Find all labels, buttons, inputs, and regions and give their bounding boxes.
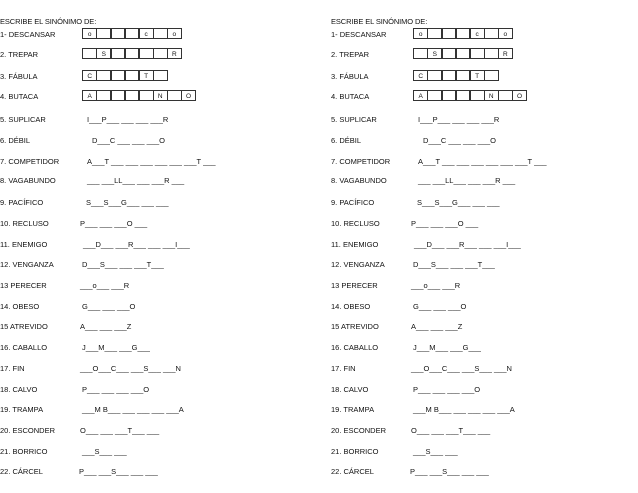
letter-box[interactable] [484, 48, 499, 59]
letter-box[interactable] [96, 90, 111, 101]
item-word: 7. COMPETIDOR [0, 157, 60, 166]
answer-blank[interactable]: P___ ___ ___ ___O [82, 385, 150, 394]
item-word: 6. DÉBIL [0, 136, 31, 145]
answer-blank[interactable]: D___C ___ ___ ___O [92, 136, 165, 145]
item-word: 1- DESCANSAR [331, 30, 387, 39]
item-word: 4. BUTACA [331, 92, 370, 101]
letter-box[interactable] [111, 28, 126, 39]
exercise-item [331, 113, 631, 127]
exercise-item [331, 155, 631, 169]
answer-blank[interactable]: G___ ___ ___O [82, 302, 136, 311]
item-word: 21. BORRICO [331, 447, 379, 456]
exercise-item [0, 403, 300, 417]
exercise-item [0, 279, 300, 293]
letter-box[interactable]: o [167, 28, 182, 39]
letter-box[interactable] [153, 70, 168, 81]
exercise-item [331, 196, 631, 210]
item-word: 19. TRAMPA [331, 405, 375, 414]
exercise-item [0, 362, 300, 376]
exercise-item [331, 258, 631, 272]
letter-box-grid [414, 90, 527, 101]
letter-box[interactable]: o [498, 28, 513, 39]
answer-blank[interactable]: ___M B___ ___ ___ ___ ___A [413, 405, 515, 414]
letter-box[interactable]: R [167, 48, 182, 59]
answer-blank[interactable]: S___S___G___ ___ ___ [417, 198, 500, 207]
item-word: 13 PERECER [331, 281, 378, 290]
answer-blank[interactable]: I___P___ ___ ___ ___R [418, 115, 500, 124]
exercise-item [0, 155, 300, 169]
answer-blank[interactable]: ___S___ ___ [413, 447, 458, 456]
letter-box[interactable] [442, 48, 457, 59]
letter-box[interactable]: S [427, 48, 442, 59]
item-word: 19. TRAMPA [0, 405, 44, 414]
item-word: 16. CABALLO [0, 343, 48, 352]
item-word: 9. PACÍFICO [331, 198, 375, 207]
letter-box-grid [414, 28, 513, 39]
item-word: 12. VENGANZA [0, 260, 54, 269]
item-word: 17. FIN [0, 364, 25, 373]
item-word: 8. VAGABUNDO [331, 176, 387, 185]
letter-box[interactable] [111, 90, 126, 101]
item-word: 15 ATREVIDO [331, 322, 379, 331]
exercise-item [331, 48, 631, 62]
letter-box[interactable]: o [82, 28, 97, 39]
exercise-item [0, 196, 300, 210]
item-word: 15 ATREVIDO [0, 322, 48, 331]
letter-box[interactable] [125, 28, 140, 39]
exercise-item [331, 465, 631, 479]
item-word: 18. CALVO [0, 385, 38, 394]
exercise-item [331, 362, 631, 376]
letter-box[interactable]: A [82, 90, 97, 101]
letter-box[interactable] [484, 28, 499, 39]
item-word: 18. CALVO [331, 385, 369, 394]
item-word: 16. CABALLO [331, 343, 379, 352]
answer-blank[interactable]: ___o___ ___R [411, 281, 461, 290]
answer-blank[interactable]: P___ ___S___ ___ ___ [79, 467, 158, 476]
letter-box[interactable] [498, 90, 513, 101]
exercise-item [0, 445, 300, 459]
letter-box[interactable] [125, 90, 140, 101]
letter-box[interactable] [427, 70, 442, 81]
item-word: 17. FIN [331, 364, 356, 373]
letter-box[interactable] [427, 28, 442, 39]
answer-blank[interactable]: J___M___ ___G___ [413, 343, 481, 352]
exercise-item [0, 383, 300, 397]
item-word: 11. ENEMIGO [331, 240, 379, 249]
letter-box[interactable]: R [498, 48, 513, 59]
exercise-item [0, 134, 300, 148]
letter-box[interactable] [125, 70, 140, 81]
letter-box[interactable] [96, 28, 111, 39]
letter-box[interactable]: o [413, 28, 428, 39]
letter-box[interactable] [167, 90, 182, 101]
answer-blank[interactable]: O___ ___ ___T___ ___ [411, 426, 491, 435]
item-word: 11. ENEMIGO [0, 240, 48, 249]
letter-box[interactable]: O [512, 90, 527, 101]
worksheet-title: ESCRIBE EL SINÓNIMO DE: [0, 17, 97, 26]
answer-blank[interactable]: ___o___ ___R [80, 281, 130, 290]
exercise-item [331, 300, 631, 314]
exercise-item [0, 217, 300, 231]
exercise-item [0, 238, 300, 252]
answer-blank[interactable]: A___ ___ ___Z [80, 322, 132, 331]
answer-blank[interactable]: P___ ___ ___O ___ [80, 219, 148, 228]
exercise-item [0, 465, 300, 479]
answer-blank[interactable]: ___D___ ___R___ ___ ___I___ [83, 240, 190, 249]
letter-box-grid [414, 48, 513, 59]
item-word: 21. BORRICO [0, 447, 48, 456]
letter-box[interactable] [82, 48, 97, 59]
answer-blank[interactable]: ___ ___LL___ ___ ___R ___ [418, 176, 516, 185]
exercise-item [331, 28, 631, 42]
letter-box[interactable] [470, 48, 485, 59]
exercise-item [331, 238, 631, 252]
item-word: 2. TREPAR [0, 50, 39, 59]
answer-blank[interactable]: P___ ___S___ ___ ___ [410, 467, 489, 476]
answer-blank[interactable]: D___C ___ ___ ___O [423, 136, 496, 145]
answer-blank[interactable]: S___S___G___ ___ ___ [86, 198, 169, 207]
letter-box[interactable]: O [181, 90, 196, 101]
exercise-item [0, 424, 300, 438]
item-word: 20. ESCONDER [0, 426, 56, 435]
answer-blank[interactable]: P___ ___ ___ ___O [413, 385, 481, 394]
exercise-item [331, 424, 631, 438]
letter-box[interactable] [427, 90, 442, 101]
item-word: 22. CÁRCEL [0, 467, 43, 476]
exercise-item [0, 341, 300, 355]
exercise-item [331, 383, 631, 397]
letter-box[interactable] [442, 28, 457, 39]
item-word: 13 PERECER [0, 281, 47, 290]
exercise-item [0, 28, 300, 42]
item-word: 1- DESCANSAR [0, 30, 56, 39]
exercise-item [0, 258, 300, 272]
item-word: 4. BUTACA [0, 92, 39, 101]
letter-box[interactable]: N [153, 90, 168, 101]
exercise-item [331, 90, 631, 104]
answer-blank[interactable]: ___O___C___ ___S___ ___N [80, 364, 181, 373]
answer-blank[interactable]: G___ ___ ___O [413, 302, 467, 311]
letter-box[interactable] [139, 48, 154, 59]
letter-box[interactable] [139, 90, 154, 101]
letter-box[interactable] [456, 28, 471, 39]
letter-box[interactable]: C [413, 70, 428, 81]
letter-box-grid [83, 28, 182, 39]
item-word: 12. VENGANZA [331, 260, 385, 269]
exercise-item [331, 134, 631, 148]
letter-box[interactable] [111, 48, 126, 59]
letter-box-grid [83, 70, 168, 81]
letter-box[interactable] [153, 28, 168, 39]
letter-box[interactable]: T [470, 70, 485, 81]
answer-blank[interactable]: O___ ___ ___T___ ___ [80, 426, 160, 435]
answer-blank[interactable]: A___T ___ ___ ___ ___ ___ ___T ___ [418, 157, 547, 166]
answer-blank[interactable]: ___D___ ___R___ ___ ___I___ [414, 240, 521, 249]
letter-box[interactable]: C [82, 70, 97, 81]
exercise-item [331, 341, 631, 355]
answer-blank[interactable]: A___ ___ ___Z [411, 322, 463, 331]
exercise-item [331, 70, 631, 84]
answer-blank[interactable]: J___M___ ___G___ [82, 343, 150, 352]
answer-blank[interactable]: ___M B___ ___ ___ ___ ___A [82, 405, 184, 414]
answer-blank[interactable]: ___O___C___ ___S___ ___N [411, 364, 512, 373]
exercise-item [331, 217, 631, 231]
item-word: 22. CÁRCEL [331, 467, 374, 476]
exercise-item [0, 48, 300, 62]
item-word: 2. TREPAR [331, 50, 370, 59]
letter-box[interactable]: A [413, 90, 428, 101]
worksheet-title: ESCRIBE EL SINÓNIMO DE: [331, 17, 428, 26]
item-word: 3. FÁBULA [331, 72, 369, 81]
item-word: 5. SUPLICAR [331, 115, 377, 124]
letter-box[interactable] [111, 70, 126, 81]
exercise-item [0, 113, 300, 127]
item-word: 6. DÉBIL [331, 136, 362, 145]
letter-box-grid [414, 70, 499, 81]
exercise-item [0, 320, 300, 334]
answer-blank[interactable]: ___ ___LL___ ___ ___R ___ [87, 176, 185, 185]
exercise-item [0, 174, 300, 188]
letter-box[interactable] [442, 90, 457, 101]
letter-box[interactable] [125, 48, 140, 59]
exercise-item [0, 90, 300, 104]
item-word: 7. COMPETIDOR [331, 157, 391, 166]
letter-box[interactable] [470, 90, 485, 101]
exercise-item [331, 320, 631, 334]
item-word: 5. SUPLICAR [0, 115, 46, 124]
exercise-item [331, 445, 631, 459]
letter-box[interactable]: T [139, 70, 154, 81]
item-word: 20. ESCONDER [331, 426, 387, 435]
letter-box[interactable] [442, 70, 457, 81]
letter-box[interactable] [456, 90, 471, 101]
letter-box[interactable]: S [96, 48, 111, 59]
exercise-item [0, 70, 300, 84]
answer-blank[interactable]: A___T ___ ___ ___ ___ ___ ___T ___ [87, 157, 216, 166]
letter-box[interactable] [456, 48, 471, 59]
answer-blank[interactable]: D___S___ ___ ___T___ [413, 260, 495, 269]
item-word: 9. PACÍFICO [0, 198, 44, 207]
answer-blank[interactable]: D___S___ ___ ___T___ [82, 260, 164, 269]
item-word: 14. OBESO [0, 302, 40, 311]
answer-blank[interactable]: I___P___ ___ ___ ___R [87, 115, 169, 124]
letter-box[interactable] [96, 70, 111, 81]
exercise-item [0, 300, 300, 314]
letter-box[interactable]: c [470, 28, 485, 39]
letter-box-grid [83, 48, 182, 59]
letter-box[interactable]: N [484, 90, 499, 101]
exercise-item [331, 279, 631, 293]
letter-box-grid [83, 90, 196, 101]
item-word: 3. FÁBULA [0, 72, 38, 81]
exercise-item [331, 403, 631, 417]
worksheet-right [331, 0, 638, 493]
item-word: 10. RECLUSO [0, 219, 49, 228]
letter-box[interactable] [456, 70, 471, 81]
letter-box[interactable] [413, 48, 428, 59]
answer-blank[interactable]: ___S___ ___ [82, 447, 127, 456]
letter-box[interactable]: c [139, 28, 154, 39]
letter-box[interactable] [153, 48, 168, 59]
item-word: 10. RECLUSO [331, 219, 380, 228]
exercise-item [331, 174, 631, 188]
item-word: 8. VAGABUNDO [0, 176, 56, 185]
answer-blank[interactable]: P___ ___ ___O ___ [411, 219, 479, 228]
item-word: 14. OBESO [331, 302, 371, 311]
letter-box[interactable] [484, 70, 499, 81]
